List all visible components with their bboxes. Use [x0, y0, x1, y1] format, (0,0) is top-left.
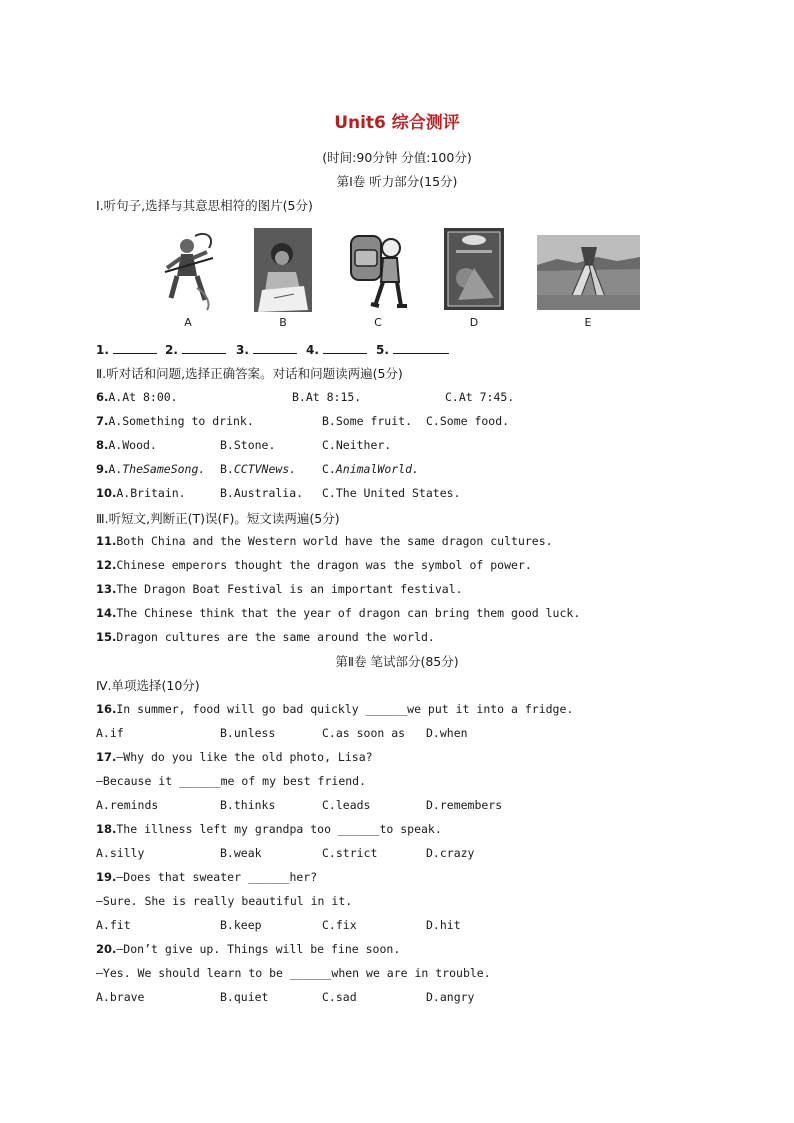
statement-15: 15.Dragon cultures are the same around the world. — [96, 630, 435, 644]
part1-heading: 第Ⅰ卷 听力部分(15分) — [336, 174, 458, 189]
question-19-reply: —Sure. She is really beautiful in it. — [96, 894, 353, 908]
section3-heading: Ⅲ.听短文,判断正(T)误(F)。短文读两遍(5分) — [96, 511, 340, 526]
question-17-reply: —Because it ______me of my best friend. — [96, 774, 367, 788]
answer-4: 4. — [306, 342, 367, 357]
part2-heading: 第Ⅱ卷 笔试部分(85分) — [335, 654, 459, 669]
option[interactable]: A.reminds — [96, 798, 159, 812]
option[interactable]: C.sad — [322, 990, 357, 1004]
girl-drawing-icon — [254, 228, 312, 312]
picture-b — [254, 228, 312, 316]
option[interactable]: D.crazy — [426, 846, 475, 860]
option[interactable]: B.thinks — [220, 798, 276, 812]
option[interactable]: D.angry — [426, 990, 475, 1004]
option[interactable]: B.keep — [220, 918, 262, 932]
picture-d — [444, 228, 504, 314]
option[interactable]: B.At 8:15. — [292, 390, 362, 404]
option[interactable]: B.Australia. — [220, 486, 304, 500]
picture-label-d: D — [469, 316, 479, 329]
option[interactable]: B.unless — [220, 726, 276, 740]
option[interactable]: C.Neither. — [322, 438, 392, 452]
section1-heading: Ⅰ.听句子,选择与其意思相符的图片(5分) — [96, 198, 313, 213]
option[interactable]: B.Some fruit. — [322, 414, 413, 428]
answer-5: 5. — [376, 342, 449, 357]
section4-heading: Ⅳ.单项选择(10分) — [96, 678, 200, 693]
option[interactable]: A.if — [96, 726, 124, 740]
picture-c — [345, 228, 411, 314]
answer-3: 3. — [236, 342, 297, 357]
option[interactable]: D.when — [426, 726, 468, 740]
question-10: 10.A.Britain. — [96, 486, 186, 500]
option[interactable]: D.remembers — [426, 798, 503, 812]
option[interactable]: D.hit — [426, 918, 461, 932]
option[interactable]: A.silly — [96, 846, 145, 860]
statement-14: 14.The Chinese think that the year of dragon can bring them good luck. — [96, 606, 581, 620]
picture-label-a: A — [184, 316, 192, 329]
answer-blank[interactable] — [113, 342, 157, 354]
statement-11: 11.Both China and the Western world have the same dragon cultures. — [96, 534, 553, 548]
answer-blank[interactable] — [182, 342, 226, 354]
question-20-reply: —Yes. We should learn to be ______when we are in trouble. — [96, 966, 491, 980]
option[interactable]: C.leads — [322, 798, 371, 812]
question-17: 17.—Why do you like the old photo, Lisa? — [96, 750, 373, 764]
question-7: 7.A.Something to drink. — [96, 414, 254, 428]
question-6: 6.A.At 8:00. — [96, 390, 178, 404]
picture-a — [157, 228, 219, 316]
option[interactable]: B.weak — [220, 846, 262, 860]
picture-label-e: E — [584, 316, 592, 329]
statement-12: 12.Chinese emperors thought the dragon was the symbol of power. — [96, 558, 532, 572]
picture-label-b: B — [279, 316, 287, 329]
backpacker-icon — [345, 228, 411, 310]
answer-2: 2. — [165, 342, 226, 357]
option[interactable]: B.CCTVNews. — [220, 462, 297, 476]
option[interactable]: C.Some food. — [426, 414, 510, 428]
option[interactable]: C.AnimalWorld. — [322, 462, 419, 476]
page-title: Unit6 综合测评 — [334, 113, 460, 133]
playground-slide-icon — [537, 235, 640, 310]
option[interactable]: A.fit — [96, 918, 131, 932]
option[interactable]: B.Stone. — [220, 438, 276, 452]
answer-blank[interactable] — [393, 342, 449, 354]
answer-1: 1. — [96, 342, 157, 357]
answer-blank[interactable] — [253, 342, 297, 354]
option[interactable]: C.The United States. — [322, 486, 461, 500]
question-18: 18.The illness left my grandpa too ______to speak. — [96, 822, 442, 836]
option[interactable]: C.as soon as — [322, 726, 406, 740]
option[interactable]: A.brave — [96, 990, 145, 1004]
picture-label-c: C — [374, 316, 382, 329]
option[interactable]: C.At 7:45. — [445, 390, 515, 404]
answer-blank[interactable] — [323, 342, 367, 354]
option[interactable]: C.fix — [322, 918, 357, 932]
question-20: 20.—Don’t give up. Things will be fine soon. — [96, 942, 401, 956]
question-19: 19.—Does that sweater ______her? — [96, 870, 318, 884]
exam-meta: (时间:90分钟 分值:100分) — [322, 150, 472, 165]
book-cover-icon — [444, 228, 504, 310]
question-8: 8.A.Wood. — [96, 438, 157, 452]
picture-e — [537, 235, 640, 314]
statement-13: 13.The Dragon Boat Festival is an important festival. — [96, 582, 463, 596]
option[interactable]: B.quiet — [220, 990, 269, 1004]
question-9: 9.A.TheSameSong. — [96, 462, 206, 476]
option[interactable]: C.strict — [322, 846, 378, 860]
question-16: 16.In summer, food will go bad quickly ______we put it into a fridge. — [96, 702, 574, 716]
monkey-king-icon — [157, 228, 219, 312]
section2-heading: Ⅱ.听对话和问题,选择正确答案。对话和问题读两遍(5分) — [96, 366, 403, 381]
